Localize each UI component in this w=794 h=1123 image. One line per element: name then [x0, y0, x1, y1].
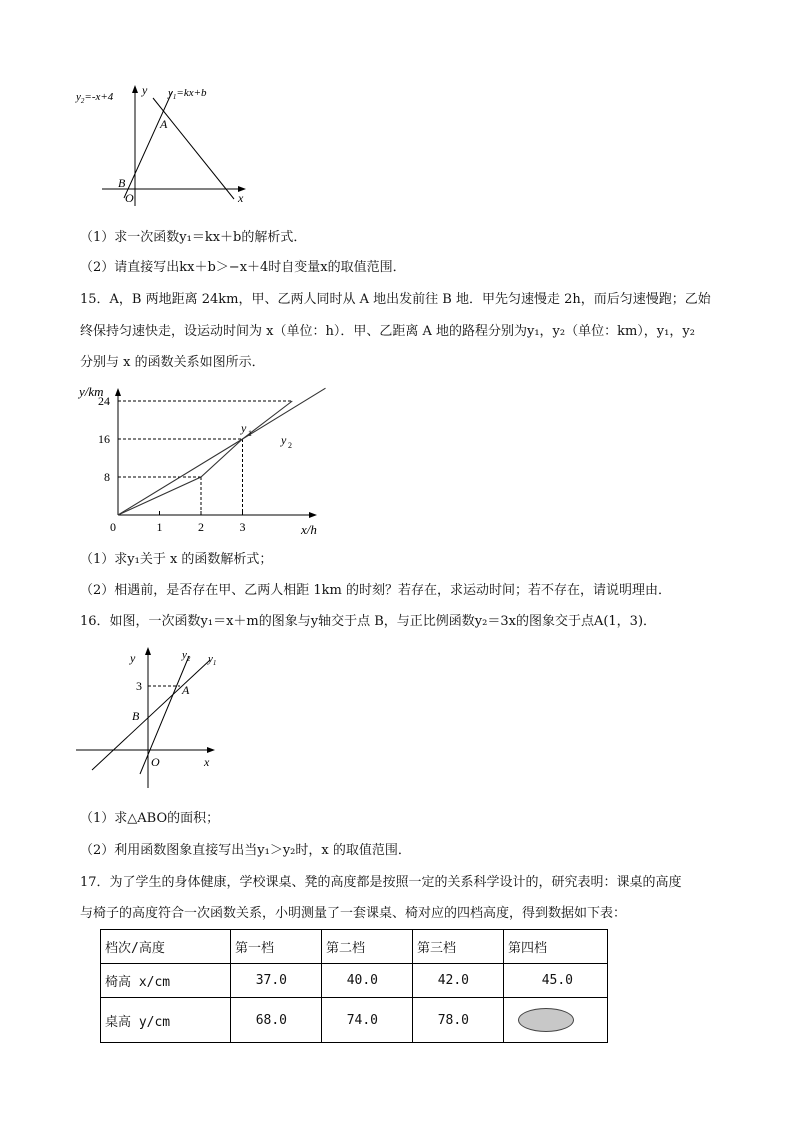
q16-part1: （1）求△ABO的面积； — [80, 811, 220, 826]
q15-part2: （2）相遇前，是否存在甲、乙两人相距 1km 的时刻？若存在，求运动时间；若不存在，请说明理由． — [80, 583, 672, 598]
line-y2 — [153, 98, 234, 199]
x-axis-arrow — [207, 747, 215, 753]
x-axis-label: x/h — [301, 522, 317, 537]
q17-line1: 17．为了学生的身体健康，学校课桌、凳的高度都是按照一定的关系科学设计的，研究表明：课桌的高度 — [80, 875, 682, 890]
y-tick-label: 16 — [98, 432, 110, 446]
table-row — [101, 998, 608, 1043]
row-label: 椅高 x/cm — [101, 964, 231, 998]
q16-part2: （2）利用函数图象直接写出当y₁＞y₂时，x 的取值范围． — [80, 843, 411, 858]
axis-x-label: x — [204, 755, 210, 769]
table-cell: 74.0 — [322, 998, 413, 1043]
point-a-label: A — [182, 683, 190, 697]
table-row — [101, 964, 608, 998]
point-b-label: B — [132, 709, 140, 723]
axis-y-label: y — [130, 651, 136, 665]
series-y2-sub: 2 — [288, 441, 292, 450]
table-cell: 42.0 — [413, 964, 504, 998]
q16-intro: 16．如图，一次函数y₁＝x＋m的图象与y轴交于点 B，与正比例函数y₂＝3x的图象交于点A(1，3)． — [80, 614, 657, 629]
table-row — [101, 930, 608, 964]
axis-x-label: x — [238, 191, 244, 205]
q15-line3: 分别与 x 的函数关系如图所示． — [80, 355, 265, 370]
series-y1-sub: 1 — [248, 429, 252, 438]
y-axis-arrow — [145, 647, 151, 655]
series-y2 — [118, 388, 326, 515]
q15-part1: （1）求y₁关于 x 的函数解析式； — [80, 552, 273, 567]
table-cell: 45.0 — [504, 964, 608, 998]
q15-line1: 15．A，B 两地距离 24km，甲、乙两人同时从 A 地出发前往 B 地．甲先匀速慢走 2h，而后匀速慢跑；乙始 — [80, 292, 711, 307]
q14-part1: （1）求一次函数y₁＝kx＋b的解析式． — [80, 230, 307, 245]
q17-line2: 与椅子的高度符合一次函数关系，小明测量了一套课桌、椅对应的四档高度，得到数据如下表： — [80, 906, 627, 921]
table-header-cell: 第三档 — [413, 930, 504, 964]
point-b-label: B — [118, 176, 126, 190]
origin-label: O — [125, 191, 134, 205]
line-y2 — [140, 656, 189, 774]
table-cell: 40.0 — [322, 964, 413, 998]
height-table — [100, 929, 608, 1043]
x-axis-arrow — [309, 512, 317, 518]
series-y2-label: y — [281, 433, 287, 447]
table-cell: 78.0 — [413, 998, 504, 1043]
figure-q16 — [72, 642, 232, 792]
x-tick-label: 3 — [239, 520, 246, 534]
origin-label: O — [151, 755, 160, 769]
table-header-cell: 档次/高度 — [101, 930, 231, 964]
x-tick-label: 0 — [110, 520, 116, 534]
y-axis-arrow — [132, 85, 138, 93]
line-y1 — [92, 660, 210, 770]
table-cell: 68.0 — [231, 998, 322, 1043]
x-tick-label: 1 — [156, 520, 163, 534]
chart-q15 — [75, 380, 335, 540]
y-axis-label: y/km — [79, 384, 104, 399]
line-y1 — [124, 92, 172, 198]
y-tick-label: 24 — [98, 394, 110, 408]
point-a-label: A — [160, 117, 168, 131]
table-cell: 37.0 — [231, 964, 322, 998]
axis-y-label: y — [142, 83, 148, 97]
q14-part2: （2）请直接写出kx＋b＞−x＋4时自变量x的取值范围． — [80, 260, 406, 275]
tick-3-label: 3 — [136, 679, 142, 693]
y1-label: $y_1=kx+b$ — [168, 87, 207, 101]
q15-line2: 终保持匀速快走，设运动时间为 x（单位：h）．甲、乙距离 A 地的路程分别为y₁，y₂（单位：km），y₁，y₂ — [80, 324, 695, 339]
series-y1-label: y — [241, 421, 247, 435]
row-label: 桌高 y/cm — [101, 998, 231, 1043]
x-tick-label: 2 — [198, 520, 204, 534]
figure-q14 — [72, 80, 262, 210]
table-cell-hidden — [504, 998, 608, 1043]
y2-label: $y_2=-x+4$ — [76, 91, 114, 105]
table-header-cell: 第二档 — [322, 930, 413, 964]
y-axis-arrow — [115, 388, 121, 396]
y2-label: $y_2$ — [182, 649, 191, 663]
y1-label: $y_1$ — [208, 653, 217, 667]
series-y1 — [118, 401, 292, 515]
y-tick-label: 8 — [104, 470, 110, 484]
table-header-cell: 第一档 — [231, 930, 322, 964]
hidden-value-oval — [518, 1008, 574, 1032]
table-header-cell: 第四档 — [504, 930, 608, 964]
